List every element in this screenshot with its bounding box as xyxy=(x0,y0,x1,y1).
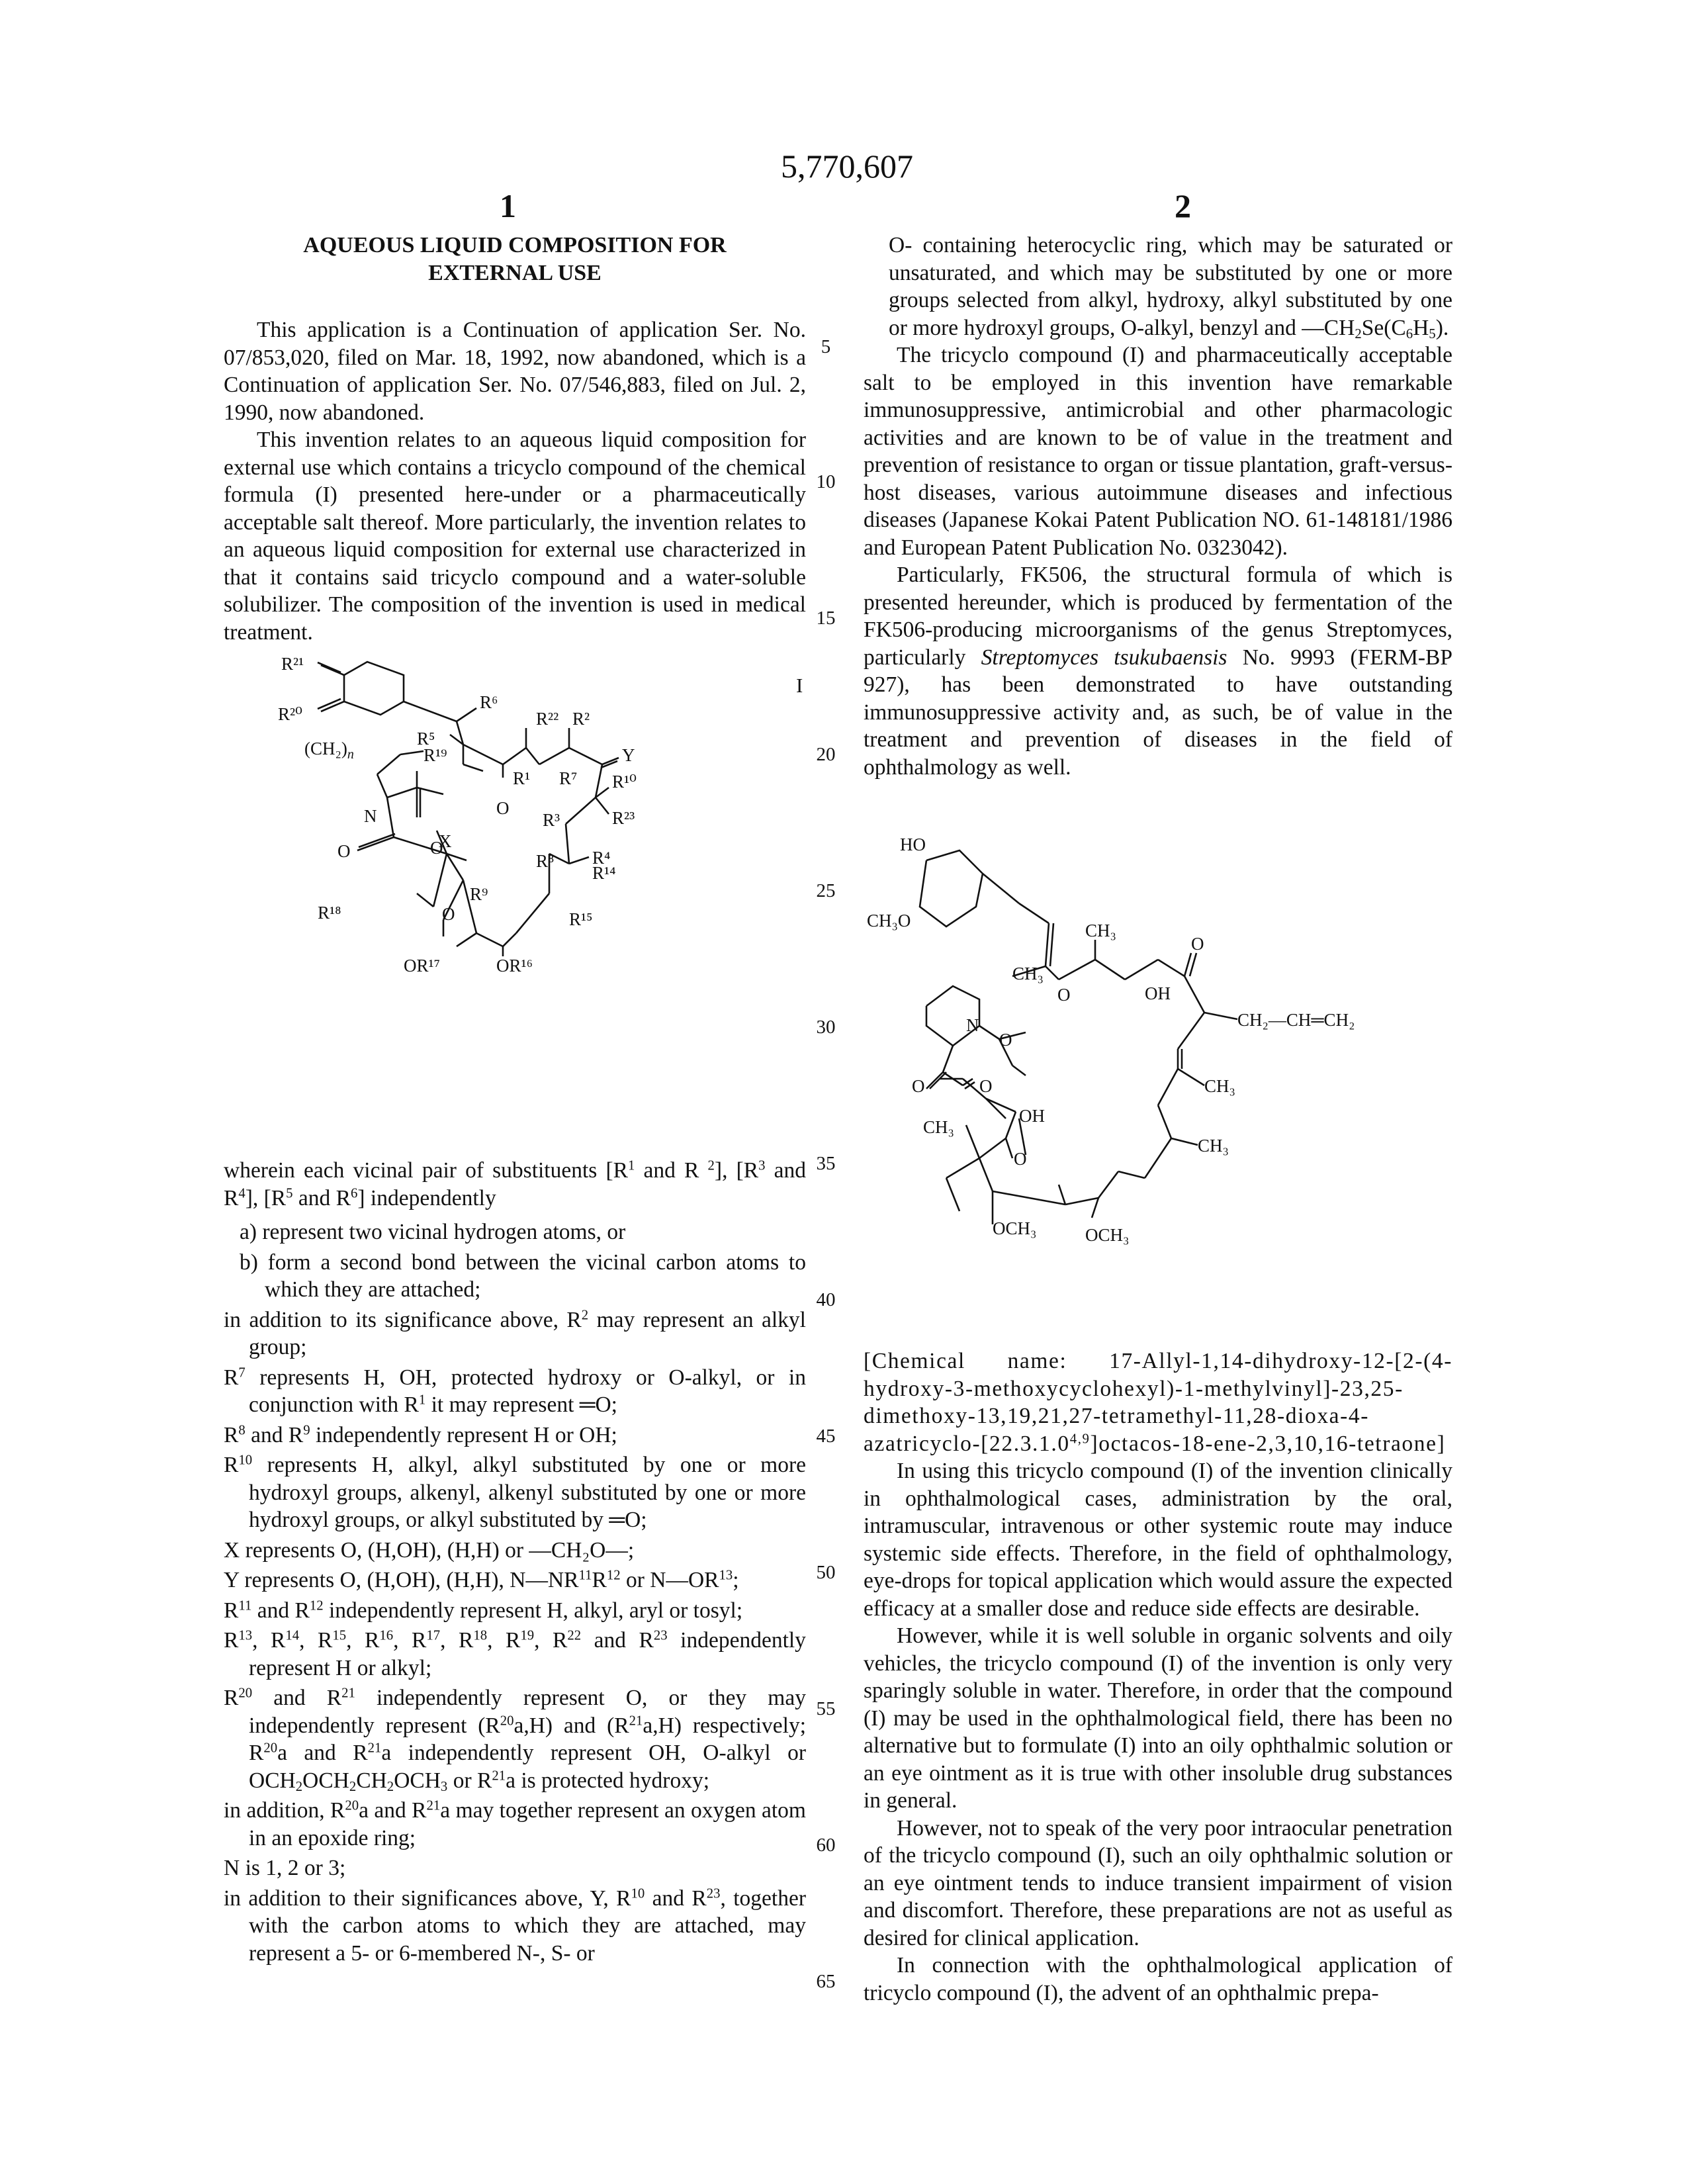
formula-label-text: CH₃ xyxy=(1204,1076,1235,1096)
formula-label-text: HO xyxy=(900,835,926,854)
formula-label-text: O xyxy=(1057,985,1071,1005)
paragraph: This invention relates to an aqueous liquid composition for external use which contains a tricyclo compound of the chemical formula (I) presented here-under or a pharmaceutically acceptable salt thereof. More particularly, the invention relates to an aqueous liquid composition for external use characterized in that it contains said tricyclo compound and a water-soluble solubilizer. The composition of the invention is used in medical treatment. xyxy=(224,426,806,646)
formula-label-text: R¹⁸ xyxy=(318,903,341,923)
formula-label-text: R¹⁹ xyxy=(424,745,447,765)
formula-label-text: OH xyxy=(1019,1106,1045,1126)
list-item: X represents O, (H,OH), (H,H) or —CH₂O—; xyxy=(224,1537,806,1565)
list-item: a) represent two vicinal hydrogen atoms, or xyxy=(240,1218,806,1246)
paragraph: However, while it is well soluble in organic solvents and oily vehicles, the tricyclo compound (I) of the invention is only very sparingly soluble in water. Therefore, in order that the compound (I) may be used in the ophthalmological field, there has been no alternative but to formulate (I) into an oily ophthalmic solution or an eye ointment as it is true with other insoluble drug substances in general. xyxy=(864,1622,1452,1815)
paragraph: wherein each vicinal pair of substituents [R1 and R 2], [R3 and R4], [R5 and R6] independently xyxy=(224,1157,806,1212)
line-number: 45 xyxy=(806,1426,846,1447)
formula-label-text: R⁸ xyxy=(536,851,554,871)
paragraph: This application is a Continuation of application Ser. No. 07/853,020, filed on Mar. 18, 1992, now abandoned, which is a Continuation of application Ser. No. 07/546,883, filed on Jul. 2, 1990, now abandoned. xyxy=(224,316,806,426)
formula-label-text: R¹⁵ xyxy=(569,909,593,929)
list-item: N is 1, 2 or 3; xyxy=(224,1854,806,1882)
right-column-top xyxy=(864,232,1452,781)
formula-label-text: CH₃ xyxy=(1198,1136,1229,1156)
formula-label-text: O xyxy=(1014,1149,1027,1169)
formula-label-text: CH₃O xyxy=(867,911,911,931)
left-column-top xyxy=(224,232,806,646)
paragraph: However, not to speak of the very poor intraocular penetration of the tricyclo compound (I), such an oily ophthalmic solution or an eye ointment tends to induce transient impairment of vision and discomfort. Therefore, these preparations are not as useful as desired for clinical application. xyxy=(864,1815,1452,1952)
formula-label-text: Y xyxy=(622,745,635,765)
line-number: 30 xyxy=(806,1017,846,1038)
list-item: in addition to its significance above, R2 may represent an alkyl group; xyxy=(224,1306,806,1361)
cyclohexane-ring xyxy=(920,850,983,927)
formula-label-text: R²⁰ xyxy=(278,704,302,724)
generic-structure-I xyxy=(265,655,807,1171)
formula-label-text: OCH₃ xyxy=(1085,1225,1129,1245)
formula-label-text: O xyxy=(1191,934,1204,954)
formula-label-text: O xyxy=(999,1030,1012,1050)
patent-number: 5,770,607 xyxy=(0,147,1694,185)
paragraph: Particularly, FK506, the structural formula of which is presented hereunder, which is produced by fermentation of the FK506-producing microorganisms of the genus Streptomyces, particularly Streptomyces tsukubaensis No. 9993 (FERM-BP 927), has been demonstrated to have outstanding immunosuppressive activity and, as such, be of value in the treatment and prevention of diseases in the field of ophthalmology as well. xyxy=(864,561,1452,781)
paragraph: In using this tricyclo compound (I) of the invention clinically in ophthalmological cases, administration by the oral, intramuscular, intravenous or other systemic route may induce systemic side effects. Therefore, in the field of ophthalmology, eye-drops for topical application which would assure the expected efficacy at a smaller dose and reduce side effects are desirable. xyxy=(864,1457,1452,1622)
line-number: 40 xyxy=(806,1289,846,1311)
left-column-bottom xyxy=(224,1157,806,1967)
line-number: 10 xyxy=(806,471,846,493)
formula-label-text: R²³ xyxy=(612,808,635,828)
list-item: in addition, R20a and R21a may together represent an oxygen atom in an epoxide ring; xyxy=(224,1797,806,1852)
paragraph: In connection with the ophthalmological application of tricyclo compound (I), the advent of an ophthalmic prepa- xyxy=(864,1952,1452,2007)
line-number: 65 xyxy=(806,1971,846,1993)
formula-label: I xyxy=(796,674,803,698)
formula-label-text: R⁶ xyxy=(480,692,498,712)
formula-label-text: R¹⁴ xyxy=(592,863,616,883)
line-number: 25 xyxy=(806,880,846,902)
formula-label-text: R²² xyxy=(536,709,558,729)
formula-label-text: CH₂—CH═CH₂ xyxy=(1237,1010,1355,1030)
formula-label-text: R⁴ xyxy=(592,848,610,868)
paragraph: O- containing heterocyclic ring, which may be saturated or unsaturated, and which may be substituted by one or more groups selected from alkyl, hydroxy, alkyl substituted by one or more hydroxyl groups, O-alkyl, benzyl and —CH2Se(C6H5). xyxy=(864,232,1452,341)
list-item: R11 and R12 independently represent H, alkyl, aryl or tosyl; xyxy=(224,1597,806,1625)
formula-label-text: O xyxy=(442,904,455,924)
formula-label-text: OR¹⁶ xyxy=(496,956,533,976)
formula-label-text: OCH₃ xyxy=(993,1218,1036,1238)
line-number: 60 xyxy=(806,1835,846,1856)
line-number: 35 xyxy=(806,1153,846,1175)
formula-label-text: R⁷ xyxy=(559,768,577,788)
formula-label-text: R¹ xyxy=(513,768,530,788)
line-number: 50 xyxy=(806,1562,846,1584)
formula-label-text: O xyxy=(979,1076,993,1096)
document-title: AQUEOUS LIQUID COMPOSITION FOR EXTERNAL USE xyxy=(224,232,806,287)
list-item: b) form a second bond between the vicinal carbon atoms to which they are attached; xyxy=(240,1249,806,1304)
formula-label-text: O xyxy=(337,841,351,861)
formula-label-text: R⁹ xyxy=(470,884,488,904)
formula-label-text: R² xyxy=(572,709,590,729)
formula-label-text: R⁵ xyxy=(417,729,435,749)
right-column-bottom xyxy=(864,1347,1452,2007)
line-number: 55 xyxy=(806,1698,846,1720)
formula-label-text: OR¹⁷ xyxy=(404,956,440,976)
formula-label-text: CH₃ xyxy=(1085,921,1116,940)
formula-label-text: CH₃ xyxy=(1012,964,1044,983)
chemical-name: [Chemical name: 17-Allyl-1,14-dihydroxy-12-[2-(4-hydroxy-3-methoxycyclohexyl)-1-methylvinyl]-23,25-dimethoxy-13,19,21,27-tetramethyl-11,28-dioxa-4-azatricyclo-[22.3.1.04,9]octacos-18-ene-2,3,10,16-tetraone] xyxy=(864,1347,1452,1457)
formula-label-text: N xyxy=(364,806,377,826)
line-number: 20 xyxy=(806,744,846,766)
formula-label-text: R³ xyxy=(543,810,560,830)
list-item: R13, R14, R15, R16, R17, R18, R19, R22 and R23 independently represent H or alkyl; xyxy=(224,1627,806,1682)
list-item: in addition to their significances above, Y, R10 and R23, together with the carbon atoms to which they are attached, may represent a 5- or 6-membered N-, S- or xyxy=(224,1885,806,1968)
left-column-number: 1 xyxy=(500,187,516,225)
right-column-number: 2 xyxy=(1175,187,1191,225)
paragraph: The tricyclo compound (I) and pharmaceutically acceptable salt to be employed in this invention have remarkable immunosuppressive, antimicrobial and other pharmacologic activities and are known to be of value in the treatment and prevention of resistance to organ or tissue plantation, graft-versus-host diseases, various autoimmune diseases and infectious diseases (Japanese Kokai Patent Publication NO. 61-148181/1986 and European Patent Publication No. 0323042). xyxy=(864,341,1452,561)
formula-label-text: O xyxy=(912,1076,925,1096)
formula-label-text: N xyxy=(966,1015,979,1035)
formula-label-text: CH₃ xyxy=(923,1117,954,1137)
list-item: R8 and R9 independently represent H or OH; xyxy=(224,1422,806,1449)
line-number: 15 xyxy=(806,608,846,629)
line-number: 5 xyxy=(806,336,846,358)
formula-label-text: X xyxy=(439,831,452,851)
list-item: Y represents O, (H,OH), (H,H), N—NR11R12 or N—OR13; xyxy=(224,1567,806,1594)
formula-label-text: R²¹ xyxy=(281,655,304,674)
formula-label-text: O xyxy=(496,798,510,818)
list-item: R20 and R21 independently represent O, or they may independently represent (R20a,H) and (R21a,H) respectively; R20a and R21a independently represent OH, O-alkyl or OCH2OCH2CH2OCH3 or R21a is protected hydroxy; xyxy=(224,1684,806,1794)
formula-label-text: R¹⁰ xyxy=(612,772,637,792)
formula-label-text: OH xyxy=(1145,983,1171,1003)
formula-label-text: (CH₂)n xyxy=(304,739,354,762)
formula-label-text: O xyxy=(430,838,443,858)
list-item: R7 represents H, OH, protected hydroxy or O-alkyl, or in conjunction with R1 it may represent ═O; xyxy=(224,1364,806,1419)
fk506-structure xyxy=(867,827,1449,1324)
list-item: R10 represents H, alkyl, alkyl substituted by one or more hydroxyl groups, alkenyl, alkenyl substituted by one or more hydroxyl groups, or alkyl substituted by ═O; xyxy=(224,1451,806,1534)
cyclohexane-ring xyxy=(344,662,404,715)
